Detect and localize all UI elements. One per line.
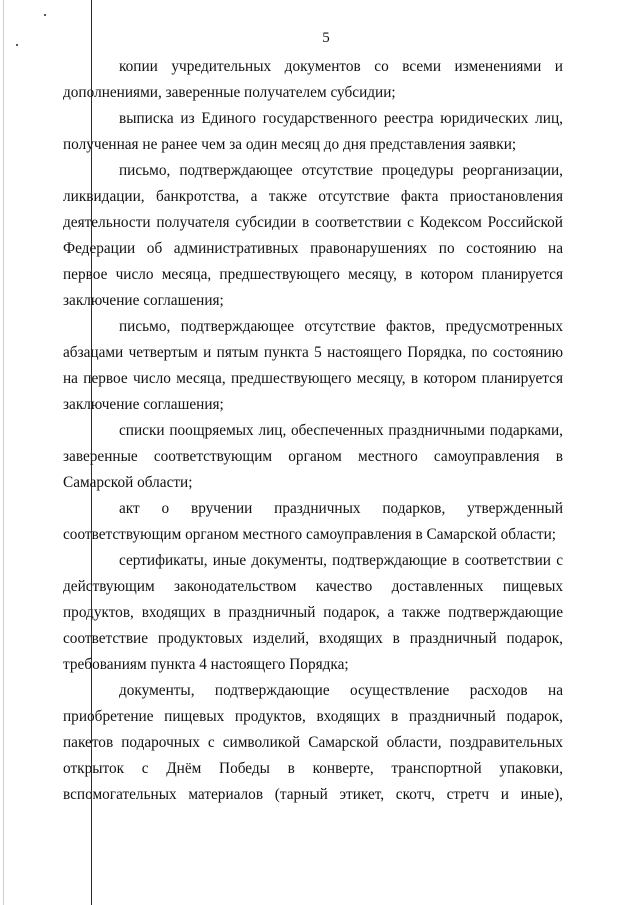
paragraph-recipient-lists: списки поощряемых лиц, обеспеченных праздничными подарками, заверенные соответствующим органом местного самоуправления в Самарской области; [63,422,563,491]
page-number: 5 [322,30,330,46]
paragraph-registry-extract: выписка из Единого государственного реестра юридических лиц, полученная не ранее чем за один месяц до дня представления заявки; [63,110,563,153]
scan-speck [44,14,46,16]
paragraph-founding-documents: копии учредительных документов со всеми изменениями и дополнениями, заверенные получателем субсидии; [63,58,563,101]
paragraph-expense-documents: документы, подтверждающие осуществление расходов на приобретение пищевых продуктов, входящих в праздничный подарок, пакетов подарочных с символикой Самарской области, поздравительных открыток с Днём Победы в конверте, транспортной упаковки, вспомогательных материалов (тарный этикет, скотч, стретч и иные), [63,682,563,803]
paragraph-quality-certificates: сертификаты, иные документы, подтверждающие в соответствии с действующим законодательством качество доставленных пищевых продуктов, входящих в праздничный подарок, а также подтверждающие соответствие продуктовых изделий, входящих в праздничный подарок, требованиям пункта 4 настоящего Порядка; [63,552,563,673]
paragraph-no-reorganization-letter: письмо, подтверждающее отсутствие процедуры реорганизации, ликвидации, банкротства, а также отсутствие факта приостановления деятельности получателя субсидии в соответствии с Кодексом Российской Федерации об административных правонарушениях по состоянию на первое число месяца, предшествующего месяцу, в котором планируется заключение соглашения; [63,162,563,309]
paragraph-no-facts-letter: письмо, подтверждающее отсутствие фактов, предусмотренных абзацами четвертым и пятым пункта 5 настоящего Порядка, по состоянию на первое число месяца, предшествующего месяцу, в котором планируется заключение соглашения; [63,318,563,413]
scan-edge-line [3,0,4,905]
document-body [63,54,563,808]
paragraph-delivery-act: акт о вручении праздничных подарков, утвержденный соответствующим органом местного самоуправления в Самарской области; [63,500,563,543]
